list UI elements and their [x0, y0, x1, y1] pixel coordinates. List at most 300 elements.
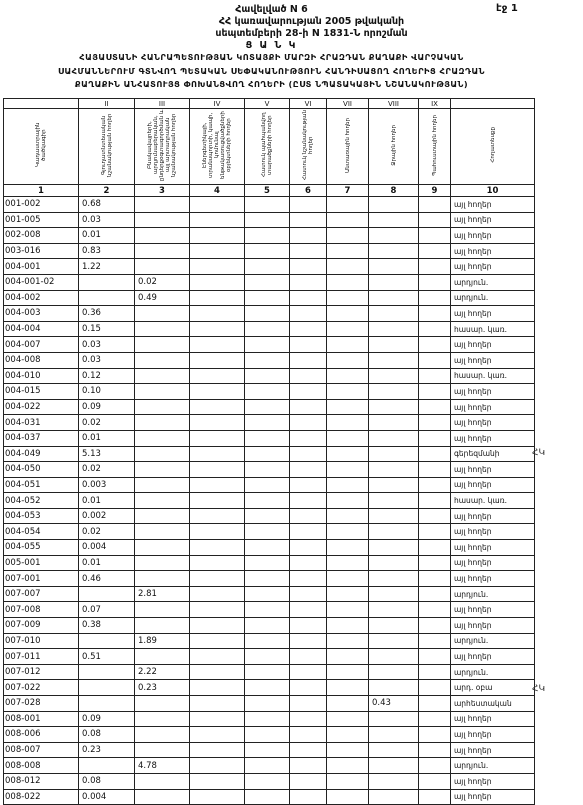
industrial-land-cell	[135, 352, 190, 368]
industrial-land-cell	[135, 384, 190, 400]
water-land-cell	[369, 789, 419, 805]
special-land-cell	[290, 618, 327, 634]
table-row	[4, 243, 535, 259]
cadastral-code-cell: 004-002	[4, 290, 79, 306]
energy-land-cell	[190, 399, 245, 415]
table-row	[4, 259, 535, 275]
land-type-cell: այլ հողեր	[451, 555, 535, 571]
industrial-land-cell	[135, 415, 190, 431]
industrial-land-cell	[135, 462, 190, 478]
cadastral-code-cell: 007-008	[4, 602, 79, 618]
agricultural-land-cell: 0.51	[79, 649, 135, 665]
agricultural-land-cell	[79, 664, 135, 680]
protected-land-cell	[245, 602, 290, 618]
forest-land-cell	[327, 789, 369, 805]
special-land-cell	[290, 462, 327, 478]
agricultural-land-cell: 0.002	[79, 508, 135, 524]
reserve-land-cell	[419, 758, 451, 774]
cadastral-code-cell: 007-012	[4, 664, 79, 680]
subtitle-line-3: ՔԱՂԱՔԻՆ ԱՆՀԱՏՈՒՅՑ ՓՈԽԱՆՑՎՈՂ ՀՈՂԵՐԻ (ԸՍՏ ՆՊԱՏԱԿԱՅԻՆ ՆՇԱՆԱԿՈՒԹՅԱՆ)	[74, 79, 469, 89]
agricultural-land-cell: 0.01	[79, 555, 135, 571]
land-type-cell: այլ հողեր	[451, 212, 535, 228]
land-type-cell: այլ հողեր	[451, 384, 535, 400]
forest-land-cell	[327, 649, 369, 665]
agricultural-land-cell	[79, 696, 135, 712]
land-type-cell: այլ հողեր	[451, 259, 535, 275]
agricultural-land-cell: 0.02	[79, 415, 135, 431]
column-header: Հատուկ նշանակության հողեր	[290, 109, 327, 185]
roman-header: II	[79, 99, 135, 109]
energy-land-cell	[190, 306, 245, 322]
special-land-cell	[290, 259, 327, 275]
protected-land-cell	[245, 321, 290, 337]
industrial-land-cell	[135, 259, 190, 275]
reserve-land-cell	[419, 571, 451, 587]
land-type-cell: արդյուն.	[451, 633, 535, 649]
cadastral-code-cell: 004-055	[4, 540, 79, 556]
protected-land-cell	[245, 571, 290, 587]
table-row	[4, 524, 535, 540]
land-type-cell: այլ հողեր	[451, 789, 535, 805]
land-type-cell: արդյուն.	[451, 290, 535, 306]
energy-land-cell	[190, 773, 245, 789]
table-row	[4, 306, 535, 322]
energy-land-cell	[190, 212, 245, 228]
protected-land-cell	[245, 352, 290, 368]
agricultural-land-cell: 0.07	[79, 602, 135, 618]
water-land-cell	[369, 446, 419, 462]
water-land-cell	[369, 462, 419, 478]
cadastral-code-cell: 007-011	[4, 649, 79, 665]
table-row	[4, 773, 535, 789]
reserve-land-cell	[419, 430, 451, 446]
protected-land-cell	[245, 773, 290, 789]
forest-land-cell	[327, 586, 369, 602]
table-row	[4, 508, 535, 524]
industrial-land-cell: 0.49	[135, 290, 190, 306]
water-land-cell	[369, 274, 419, 290]
special-land-cell	[290, 789, 327, 805]
land-type-cell: արդյուն.	[451, 586, 535, 602]
energy-land-cell	[190, 384, 245, 400]
agricultural-land-cell	[79, 290, 135, 306]
table-row	[4, 352, 535, 368]
agricultural-land-cell: 0.68	[79, 197, 135, 213]
agricultural-land-cell: 0.15	[79, 321, 135, 337]
government-line: ՀՀ կառավարության 2005 թվականի	[218, 16, 405, 27]
cadastral-code-cell: 008-007	[4, 742, 79, 758]
reserve-land-cell	[419, 228, 451, 244]
agricultural-land-cell: 0.03	[79, 352, 135, 368]
industrial-land-cell	[135, 493, 190, 509]
special-land-cell	[290, 571, 327, 587]
industrial-land-cell	[135, 618, 190, 634]
reserve-land-cell	[419, 633, 451, 649]
energy-land-cell	[190, 524, 245, 540]
table-row	[4, 212, 535, 228]
agricultural-land-cell: 0.003	[79, 477, 135, 493]
protected-land-cell	[245, 742, 290, 758]
agricultural-land-cell: 0.02	[79, 524, 135, 540]
industrial-land-cell	[135, 212, 190, 228]
forest-land-cell	[327, 493, 369, 509]
land-type-cell: այլ հողեր	[451, 243, 535, 259]
special-land-cell	[290, 243, 327, 259]
table-row	[4, 602, 535, 618]
land-type-cell: այլ հողեր	[451, 430, 535, 446]
cadastral-code-cell: 008-006	[4, 727, 79, 743]
protected-land-cell	[245, 462, 290, 478]
agricultural-land-cell: 0.004	[79, 540, 135, 556]
cadastral-code-cell: 004-051	[4, 477, 79, 493]
energy-land-cell	[190, 352, 245, 368]
protected-land-cell	[245, 259, 290, 275]
land-type-cell: այլ հողեր	[451, 399, 535, 415]
water-land-cell	[369, 493, 419, 509]
energy-land-cell	[190, 571, 245, 587]
forest-land-cell	[327, 290, 369, 306]
forest-land-cell	[327, 306, 369, 322]
table-row	[4, 571, 535, 587]
energy-land-cell	[190, 493, 245, 509]
forest-land-cell	[327, 352, 369, 368]
water-land-cell	[369, 352, 419, 368]
agricultural-land-cell: 0.08	[79, 727, 135, 743]
agricultural-land-cell	[79, 758, 135, 774]
forest-land-cell	[327, 462, 369, 478]
protected-land-cell	[245, 508, 290, 524]
special-land-cell	[290, 602, 327, 618]
industrial-land-cell	[135, 649, 190, 665]
special-land-cell	[290, 696, 327, 712]
water-land-cell	[369, 368, 419, 384]
table-row	[4, 727, 535, 743]
column-header: Գյուղատնտեսական նշանակության հողեր	[79, 109, 135, 185]
cadastral-code-cell: 008-022	[4, 789, 79, 805]
special-land-cell	[290, 493, 327, 509]
energy-land-cell	[190, 508, 245, 524]
forest-land-cell	[327, 399, 369, 415]
protected-land-cell	[245, 555, 290, 571]
forest-land-cell	[327, 321, 369, 337]
reserve-land-cell	[419, 696, 451, 712]
agricultural-land-cell: 0.004	[79, 789, 135, 805]
industrial-land-cell	[135, 696, 190, 712]
agricultural-land-cell: 0.10	[79, 384, 135, 400]
water-land-cell	[369, 399, 419, 415]
roman-header	[4, 99, 79, 109]
industrial-land-cell	[135, 321, 190, 337]
forest-land-cell	[327, 524, 369, 540]
land-type-cell: այլ հողեր	[451, 540, 535, 556]
reserve-land-cell	[419, 274, 451, 290]
forest-land-cell	[327, 555, 369, 571]
land-type-cell: այլ հողեր	[451, 508, 535, 524]
agricultural-land-cell: 0.38	[79, 618, 135, 634]
cadastral-code-cell: 007-001	[4, 571, 79, 587]
agricultural-land-cell: 0.23	[79, 742, 135, 758]
industrial-land-cell	[135, 711, 190, 727]
water-land-cell	[369, 524, 419, 540]
land-type-cell: այլ հողեր	[451, 415, 535, 431]
energy-land-cell	[190, 368, 245, 384]
industrial-land-cell	[135, 399, 190, 415]
industrial-land-cell	[135, 602, 190, 618]
energy-land-cell	[190, 430, 245, 446]
cadastral-code-cell: 004-049	[4, 446, 79, 462]
land-type-cell: այլ հողեր	[451, 228, 535, 244]
reserve-land-cell	[419, 321, 451, 337]
special-land-cell	[290, 586, 327, 602]
forest-land-cell	[327, 415, 369, 431]
land-type-cell: այլ հողեր	[451, 773, 535, 789]
page-number: էջ 1	[496, 3, 518, 14]
roman-header: VIII	[369, 99, 419, 109]
agricultural-land-cell: 0.09	[79, 711, 135, 727]
protected-land-cell	[245, 290, 290, 306]
protected-land-cell	[245, 228, 290, 244]
water-land-cell	[369, 727, 419, 743]
energy-land-cell	[190, 274, 245, 290]
agricultural-land-cell: 0.01	[79, 228, 135, 244]
land-type-cell: այլ հողեր	[451, 571, 535, 587]
land-type-cell: այլ հողեր	[451, 649, 535, 665]
table-row	[4, 368, 535, 384]
reserve-land-cell	[419, 477, 451, 493]
water-land-cell	[369, 680, 419, 696]
reserve-land-cell	[419, 337, 451, 353]
cadastral-code-cell: 004-004	[4, 321, 79, 337]
water-land-cell: 0.43	[369, 696, 419, 712]
forest-land-cell	[327, 618, 369, 634]
water-land-cell	[369, 290, 419, 306]
table-row	[4, 696, 535, 712]
special-land-cell	[290, 680, 327, 696]
special-land-cell	[290, 758, 327, 774]
forest-land-cell	[327, 384, 369, 400]
column-number: 1	[4, 185, 79, 197]
column-header: Կադաստրային ծածկագիր	[4, 109, 79, 185]
roman-header	[451, 99, 535, 109]
land-type-cell: այլ հողեր	[451, 524, 535, 540]
land-type-cell: այլ հողեր	[451, 337, 535, 353]
reserve-land-cell	[419, 555, 451, 571]
table-body	[4, 197, 535, 805]
protected-land-cell	[245, 618, 290, 634]
cadastral-code-cell: 007-028	[4, 696, 79, 712]
agricultural-land-cell	[79, 274, 135, 290]
protected-land-cell	[245, 758, 290, 774]
reserve-land-cell	[419, 711, 451, 727]
special-land-cell	[290, 742, 327, 758]
table-row	[4, 337, 535, 353]
protected-land-cell	[245, 243, 290, 259]
water-land-cell	[369, 430, 419, 446]
column-number-row	[4, 185, 535, 197]
protected-land-cell	[245, 368, 290, 384]
protected-land-cell	[245, 415, 290, 431]
industrial-land-cell	[135, 540, 190, 556]
water-land-cell	[369, 259, 419, 275]
table-row	[4, 649, 535, 665]
reserve-land-cell	[419, 742, 451, 758]
protected-land-cell	[245, 789, 290, 805]
reserve-land-cell	[419, 352, 451, 368]
cadastral-code-cell: 007-007	[4, 586, 79, 602]
forest-land-cell	[327, 446, 369, 462]
roman-header-row	[4, 99, 535, 109]
column-number: 8	[369, 185, 419, 197]
table-row	[4, 384, 535, 400]
water-land-cell	[369, 586, 419, 602]
forest-land-cell	[327, 711, 369, 727]
water-land-cell	[369, 540, 419, 556]
forest-land-cell	[327, 540, 369, 556]
cadastral-code-cell: 004-015	[4, 384, 79, 400]
protected-land-cell	[245, 274, 290, 290]
energy-land-cell	[190, 727, 245, 743]
column-header: Հատուկ պահպանվող տարածքների հողեր	[245, 109, 290, 185]
land-type-cell: հասար. կառ.	[451, 368, 535, 384]
agricultural-land-cell: 0.09	[79, 399, 135, 415]
reserve-land-cell	[419, 727, 451, 743]
margin-mark: ՀԿ	[532, 684, 546, 694]
reserve-land-cell	[419, 243, 451, 259]
reserve-land-cell	[419, 508, 451, 524]
protected-land-cell	[245, 680, 290, 696]
energy-land-cell	[190, 711, 245, 727]
protected-land-cell	[245, 337, 290, 353]
cadastral-code-cell: 004-052	[4, 493, 79, 509]
cadastral-code-cell: 004-053	[4, 508, 79, 524]
subtitle-line-1: ՀԱՅԱՍՏԱՆԻ ՀԱՆՐԱՊԵՏՈՒԹՅԱՆ ԿՈՏԱՅՔԻ ՄԱՐԶԻ ՀՐԱԶԴԱՆ ՔԱՂԱՔԻ ՎԱՐՉԱԿԱՆ	[79, 52, 464, 62]
industrial-land-cell	[135, 477, 190, 493]
roman-header: VI	[290, 99, 327, 109]
energy-land-cell	[190, 649, 245, 665]
industrial-land-cell: 4.78	[135, 758, 190, 774]
industrial-land-cell	[135, 446, 190, 462]
energy-land-cell	[190, 477, 245, 493]
protected-land-cell	[245, 477, 290, 493]
table-row	[4, 789, 535, 805]
cadastral-code-cell: 004-010	[4, 368, 79, 384]
land-type-cell: այլ հողեր	[451, 197, 535, 213]
land-type-cell: գերեզմանի	[451, 446, 535, 462]
forest-land-cell	[327, 696, 369, 712]
reserve-land-cell	[419, 399, 451, 415]
forest-land-cell	[327, 508, 369, 524]
protected-land-cell	[245, 306, 290, 322]
column-number: 7	[327, 185, 369, 197]
reserve-land-cell	[419, 446, 451, 462]
special-land-cell	[290, 711, 327, 727]
reserve-land-cell	[419, 493, 451, 509]
cadastral-code-cell: 007-010	[4, 633, 79, 649]
subtitle-line-2: ՍԱՀՄԱՆՆԵՐՈՒՄ ԳՏՆՎՈՂ ՊԵՏԱԿԱՆ ՍԵՓԱԿԱՆՈՒԹՅՈՒՆ ՀԱՆԴԻՍԱՑՈՂ ՀՈՂԵՐԻՑ ՀՐԱԶԴԱՆ	[57, 66, 486, 76]
table-row	[4, 446, 535, 462]
water-land-cell	[369, 773, 419, 789]
water-land-cell	[369, 618, 419, 634]
water-land-cell	[369, 664, 419, 680]
energy-land-cell	[190, 337, 245, 353]
cadastral-code-cell: 004-001	[4, 259, 79, 275]
energy-land-cell	[190, 696, 245, 712]
cadastral-code-cell: 007-022	[4, 680, 79, 696]
table-row	[4, 664, 535, 680]
column-header: Պահուստային հողեր	[419, 109, 451, 185]
energy-land-cell	[190, 415, 245, 431]
special-land-cell	[290, 477, 327, 493]
special-land-cell	[290, 197, 327, 213]
column-number: 6	[290, 185, 327, 197]
table-row	[4, 197, 535, 213]
energy-land-cell	[190, 197, 245, 213]
agricultural-land-cell: 0.08	[79, 773, 135, 789]
forest-land-cell	[327, 274, 369, 290]
reserve-land-cell	[419, 290, 451, 306]
special-land-cell	[290, 290, 327, 306]
margin-mark: ՀԿ	[532, 448, 546, 458]
protected-land-cell	[245, 197, 290, 213]
energy-land-cell	[190, 290, 245, 306]
energy-land-cell	[190, 321, 245, 337]
land-type-cell: այլ հողեր	[451, 602, 535, 618]
column-header: Ջրային հողեր	[369, 109, 419, 185]
energy-land-cell	[190, 555, 245, 571]
roman-header: IX	[419, 99, 451, 109]
special-land-cell	[290, 540, 327, 556]
column-header: Անտառային հողեր	[327, 109, 369, 185]
forest-land-cell	[327, 477, 369, 493]
industrial-land-cell	[135, 789, 190, 805]
energy-land-cell	[190, 789, 245, 805]
industrial-land-cell: 0.23	[135, 680, 190, 696]
table-row	[4, 493, 535, 509]
water-land-cell	[369, 508, 419, 524]
cadastral-code-cell: 008-001	[4, 711, 79, 727]
agricultural-land-cell	[79, 586, 135, 602]
reserve-land-cell	[419, 586, 451, 602]
energy-land-cell	[190, 742, 245, 758]
column-number: 3	[135, 185, 190, 197]
industrial-land-cell	[135, 727, 190, 743]
industrial-land-cell: 0.02	[135, 274, 190, 290]
energy-land-cell	[190, 618, 245, 634]
special-land-cell	[290, 727, 327, 743]
table-row	[4, 415, 535, 431]
forest-land-cell	[327, 680, 369, 696]
table-row	[4, 477, 535, 493]
land-type-cell: արդյուն.	[451, 664, 535, 680]
energy-land-cell	[190, 758, 245, 774]
special-land-cell	[290, 415, 327, 431]
industrial-land-cell: 2.81	[135, 586, 190, 602]
special-land-cell	[290, 228, 327, 244]
reserve-land-cell	[419, 368, 451, 384]
forest-land-cell	[327, 742, 369, 758]
reserve-land-cell	[419, 789, 451, 805]
cadastral-code-cell: 002-008	[4, 228, 79, 244]
table-row	[4, 274, 535, 290]
agricultural-land-cell: 5.13	[79, 446, 135, 462]
column-number: 5	[245, 185, 290, 197]
water-land-cell	[369, 228, 419, 244]
forest-land-cell	[327, 758, 369, 774]
table-row	[4, 618, 535, 634]
cadastral-code-cell: 004-037	[4, 430, 79, 446]
water-land-cell	[369, 415, 419, 431]
table-row	[4, 555, 535, 571]
